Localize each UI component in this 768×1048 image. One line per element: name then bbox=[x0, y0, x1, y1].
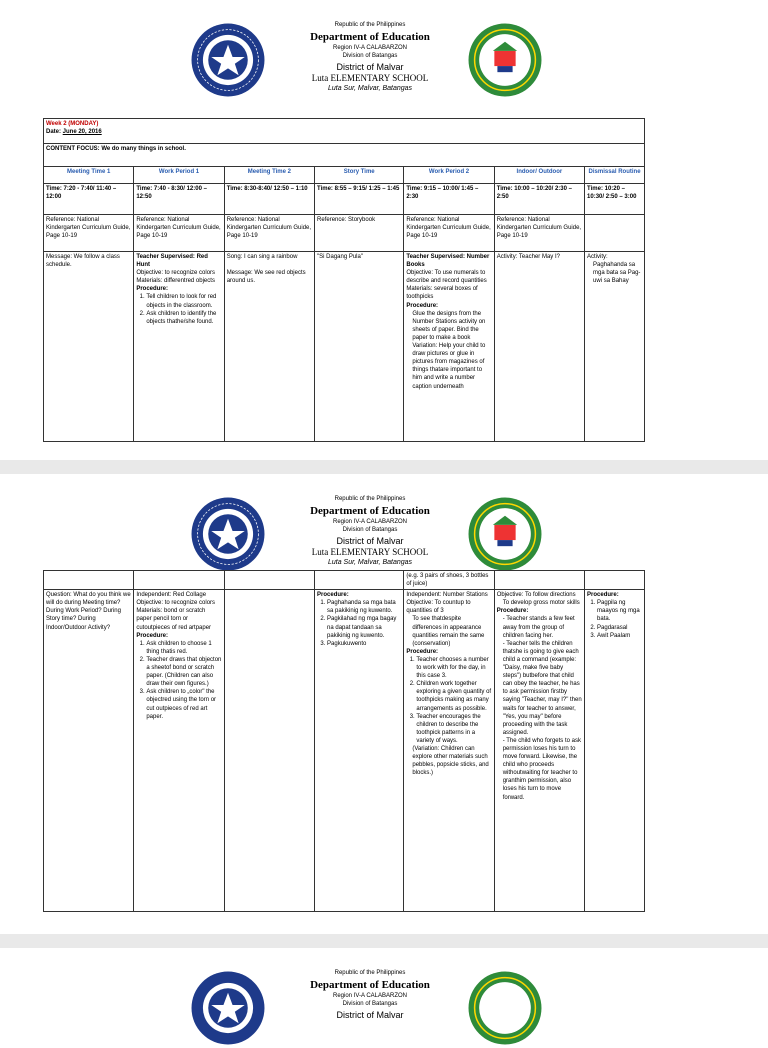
school-name: Luta ELEMENTARY SCHOOL bbox=[311, 73, 429, 83]
procedure-label: Procedure: bbox=[136, 286, 169, 293]
supervised-text: Teacher Supervised: Number Books bbox=[406, 254, 490, 269]
procedure-list bbox=[317, 599, 401, 648]
list-item: 1. Teacher chooses a number to work with for the day, in this case 3. bbox=[416, 656, 491, 680]
heading-cell: Work Period 1 bbox=[134, 167, 224, 184]
division-text: Division of Batangas bbox=[342, 1001, 398, 1007]
procedure-list bbox=[136, 293, 221, 325]
activity-row bbox=[44, 252, 645, 442]
question-text: Question: What do you think we will do during Meeting time? During Work Period? During Story time? During Indoor/Outdoor Activity? bbox=[46, 592, 131, 631]
republic-text: Republic of the Philippines bbox=[334, 970, 406, 976]
date-label: Date: bbox=[46, 129, 63, 136]
content-focus: CONTENT FOCUS: We do many things in school. bbox=[44, 144, 645, 167]
reference-cell: Reference: National Kindergarten Curriculum Guide, Page 10-19 bbox=[134, 215, 224, 252]
deped-seal-icon bbox=[190, 970, 266, 1046]
materials-text: Materials: bond or scratch paper pencil torn or cutoutpieces of red artpaper bbox=[136, 608, 212, 631]
time-cell: Time: 7:20 - 7:40/ 11:40 – 12:00 bbox=[44, 184, 134, 215]
list-item: 3. Teacher encourages the children to describe the toothpick patterns in a variety of ways. bbox=[416, 713, 491, 745]
school-address: Luta Sur, Malvar, Batangas bbox=[327, 85, 413, 92]
heading-cell: Work Period 2 bbox=[404, 167, 494, 184]
procedure-label: Procedure: bbox=[136, 632, 169, 639]
department-title: Department of Education bbox=[310, 31, 430, 43]
school-name: Luta ELEMENTARY SCHOOL bbox=[311, 547, 429, 557]
procedure-label: Procedure: bbox=[406, 302, 439, 309]
objective-text: Objective: To follow directions bbox=[496, 592, 576, 599]
heading-row bbox=[44, 167, 645, 184]
republic-text: Republic of the Philippines bbox=[334, 496, 406, 502]
list-item: 2. Pagdarasal bbox=[597, 624, 642, 632]
list-item: - The child who forgets to ask permission loses his turn to move forward. Likewise, the child who proceeds withoutwaiting for teacher to granthim permission, also loses his turn to move forward. bbox=[502, 737, 581, 801]
time-cell: Time: 8:55 – 9:15/ 1:25 – 1:45 bbox=[315, 184, 404, 215]
reference-row bbox=[44, 215, 645, 252]
story-title: "Si Dagang Pula" bbox=[317, 254, 363, 260]
division-text: Division of Batangas bbox=[342, 53, 398, 59]
region-text: Region IV-A CALABARZON bbox=[332, 519, 408, 525]
list-item: 1. Pagpila ng maayos ng mga bata. bbox=[597, 599, 642, 623]
school-seal-icon bbox=[467, 22, 543, 98]
district-text: District of Malvar bbox=[336, 536, 404, 546]
objective-text: Objective: To countup to quantities of 3 bbox=[406, 600, 471, 615]
lesson-plan-table-2 bbox=[43, 570, 645, 912]
page-gap bbox=[0, 460, 768, 474]
materials-text: Materials: several boxes of toothpicks bbox=[406, 286, 478, 301]
letterhead-3 bbox=[0, 948, 768, 1048]
list-item: 2. Teacher draws that objecton a sheetof bond or scratch paper. (Children can also draw their own figures.) bbox=[146, 656, 221, 688]
list-item: 1. Tell children to look for red objects in the classroom. bbox=[146, 293, 221, 309]
school-seal-icon bbox=[467, 496, 543, 572]
letterhead-2 bbox=[0, 474, 768, 574]
deped-seal-icon bbox=[190, 496, 266, 572]
date-value: June 20, 2016 bbox=[62, 129, 102, 136]
lesson-plan-table-1 bbox=[43, 118, 645, 442]
list-item: 3. Awit Paalam bbox=[597, 632, 642, 640]
time-cell: Time: 8:30-8:40/ 12:50 – 1:10 bbox=[224, 184, 314, 215]
activity-text: Paghahanda sa mga bata sa Pag-uwi sa Bahay bbox=[593, 262, 641, 285]
department-title: Department of Education bbox=[310, 505, 430, 517]
time-cell: Time: 9:15 – 10:00/ 1:45 – 2:30 bbox=[404, 184, 494, 215]
school-seal-icon bbox=[467, 970, 543, 1046]
top-row bbox=[44, 571, 645, 590]
variation-text: Variation: Help your child to draw pictures or glue in pictures from magazines of things thatare important to him and write a number caption underneath bbox=[412, 343, 486, 390]
page-gap bbox=[0, 934, 768, 948]
list-item: 2. Pagkilahad ng mga bagay na dapat tandaan sa pakikinig ng kuwento. bbox=[327, 615, 401, 639]
list-item: 1. Ask children to choose 1 thing thatis red. bbox=[146, 640, 221, 656]
list-item: - Teacher tells the children thatshe is going to give each child a command (example: "Daisy, make five baby steps") butbefore that child can obey the teacher, he has to ask permission firstby saying "Teacher, may I?" then waits for teacher to answer, "Yes, you may" before proceeding with the task assigned. bbox=[502, 640, 582, 736]
school-address: Luta Sur, Malvar, Batangas bbox=[327, 559, 413, 566]
time-cell: Time: 10:20 – 10:30/ 2:50 – 3:00 bbox=[585, 184, 645, 215]
list-item: 3. Pagkukuwento bbox=[327, 640, 401, 648]
list-item: 1. Paghahanda sa mga bata sa pakikinig ng kuwento. bbox=[327, 599, 401, 615]
procedure-label: Procedure: bbox=[317, 592, 349, 599]
heading-cell: Dismissal Routine bbox=[585, 167, 645, 184]
reference-cell bbox=[585, 215, 645, 252]
independent-text: Independent: Number Stations bbox=[406, 592, 488, 599]
supervised-text: Teacher Supervised: Red Hunt bbox=[136, 254, 208, 269]
procedure-label: Procedure: bbox=[587, 592, 619, 599]
objective-text-2: To see thatdespite differences in appearance quantities remain the same (conservation) bbox=[412, 616, 485, 647]
heading-cell: Meeting Time 1 bbox=[44, 167, 134, 184]
time-cell: Time: 7:40 - 8:30/ 12:00 – 12:50 bbox=[134, 184, 224, 215]
procedure-label: Procedure: bbox=[406, 648, 439, 655]
reference-cell: Reference: National Kindergarten Curriculum Guide, Page 10-19 bbox=[224, 215, 314, 252]
activity-text: Activity: Teacher May I? bbox=[496, 254, 560, 260]
time-cell: Time: 10:00 – 10:20/ 2:30 – 2:50 bbox=[494, 184, 584, 215]
reference-cell: Reference: National Kindergarten Curriculum Guide, Page 10-19 bbox=[494, 215, 584, 252]
division-text: Division of Batangas bbox=[342, 527, 398, 533]
materials-text: Materials: differentred objects bbox=[136, 278, 215, 285]
procedure-list bbox=[136, 640, 221, 721]
republic-text: Republic of the Philippines bbox=[334, 22, 406, 28]
heading-cell: Indoor/ Outdoor bbox=[494, 167, 584, 184]
time-row bbox=[44, 184, 645, 215]
list-item: - Teacher stands a few feet away from the group of children facing her. bbox=[502, 616, 575, 639]
list-item: 3. Ask children to „color" the objectred using the torn or cut outpieces of red art paper. bbox=[146, 688, 221, 720]
objective-text-2: To develop gross motor skills bbox=[502, 600, 580, 607]
song-text: Song: I can sing a rainbow bbox=[226, 254, 298, 260]
activity-label: Activity: bbox=[587, 254, 608, 260]
list-item: 2. Ask children to identify the objects thathe/she found. bbox=[146, 310, 221, 326]
district-text: District of Malvar bbox=[336, 1010, 404, 1020]
heading-cell: Story Time bbox=[315, 167, 404, 184]
region-text: Region IV-A CALABARZON bbox=[332, 45, 408, 51]
heading-cell: Meeting Time 2 bbox=[224, 167, 314, 184]
procedure-list bbox=[406, 656, 491, 745]
procedure-list bbox=[587, 599, 642, 639]
list-item: 2. Children work together exploring a given quantity of toothpicks making as many arrangements as possible. bbox=[416, 680, 491, 712]
procedure-text: Glue the designs from the Number Stations activity on sheets of paper. Bind the paper to make a book bbox=[412, 310, 486, 341]
activity-row bbox=[44, 590, 645, 912]
objective-text: Objective: to recognize colors bbox=[136, 600, 216, 607]
department-title: Department of Education bbox=[310, 979, 430, 991]
content-focus-row bbox=[44, 144, 645, 167]
reference-cell: Reference: National Kindergarten Curriculum Guide, Page 10-19 bbox=[44, 215, 134, 252]
message-text: Message: We see red objects around us. bbox=[226, 270, 306, 285]
week-label: Week 2 (MONDAY) bbox=[46, 121, 99, 127]
week-row bbox=[44, 119, 645, 144]
district-text: District of Malvar bbox=[336, 62, 404, 72]
letterhead-1 bbox=[0, 0, 768, 100]
message-text: Message: We follow a class schedule. bbox=[46, 254, 120, 269]
deped-seal-icon bbox=[190, 22, 266, 98]
reference-cell: Reference: National Kindergarten Curriculum Guide, Page 10-19 bbox=[404, 215, 494, 252]
variation-text: (Variation: Children can explore other materials such pebbles, popsicle sticks, and blocks.) bbox=[412, 745, 489, 777]
region-text: Region IV-A CALABARZON bbox=[332, 993, 408, 999]
objective-text: Objective: to recognize colors bbox=[136, 270, 216, 277]
procedure-label: Procedure: bbox=[496, 608, 529, 615]
objective-text: Objective: To use numerals to describe and record quantities bbox=[406, 270, 487, 285]
reference-cell: Reference: Storybook bbox=[315, 215, 404, 252]
note-cell: (e.g. 3 pairs of shoes, 3 bottles of juice) bbox=[404, 571, 494, 590]
independent-text: Independent: Red Collage bbox=[136, 592, 207, 599]
